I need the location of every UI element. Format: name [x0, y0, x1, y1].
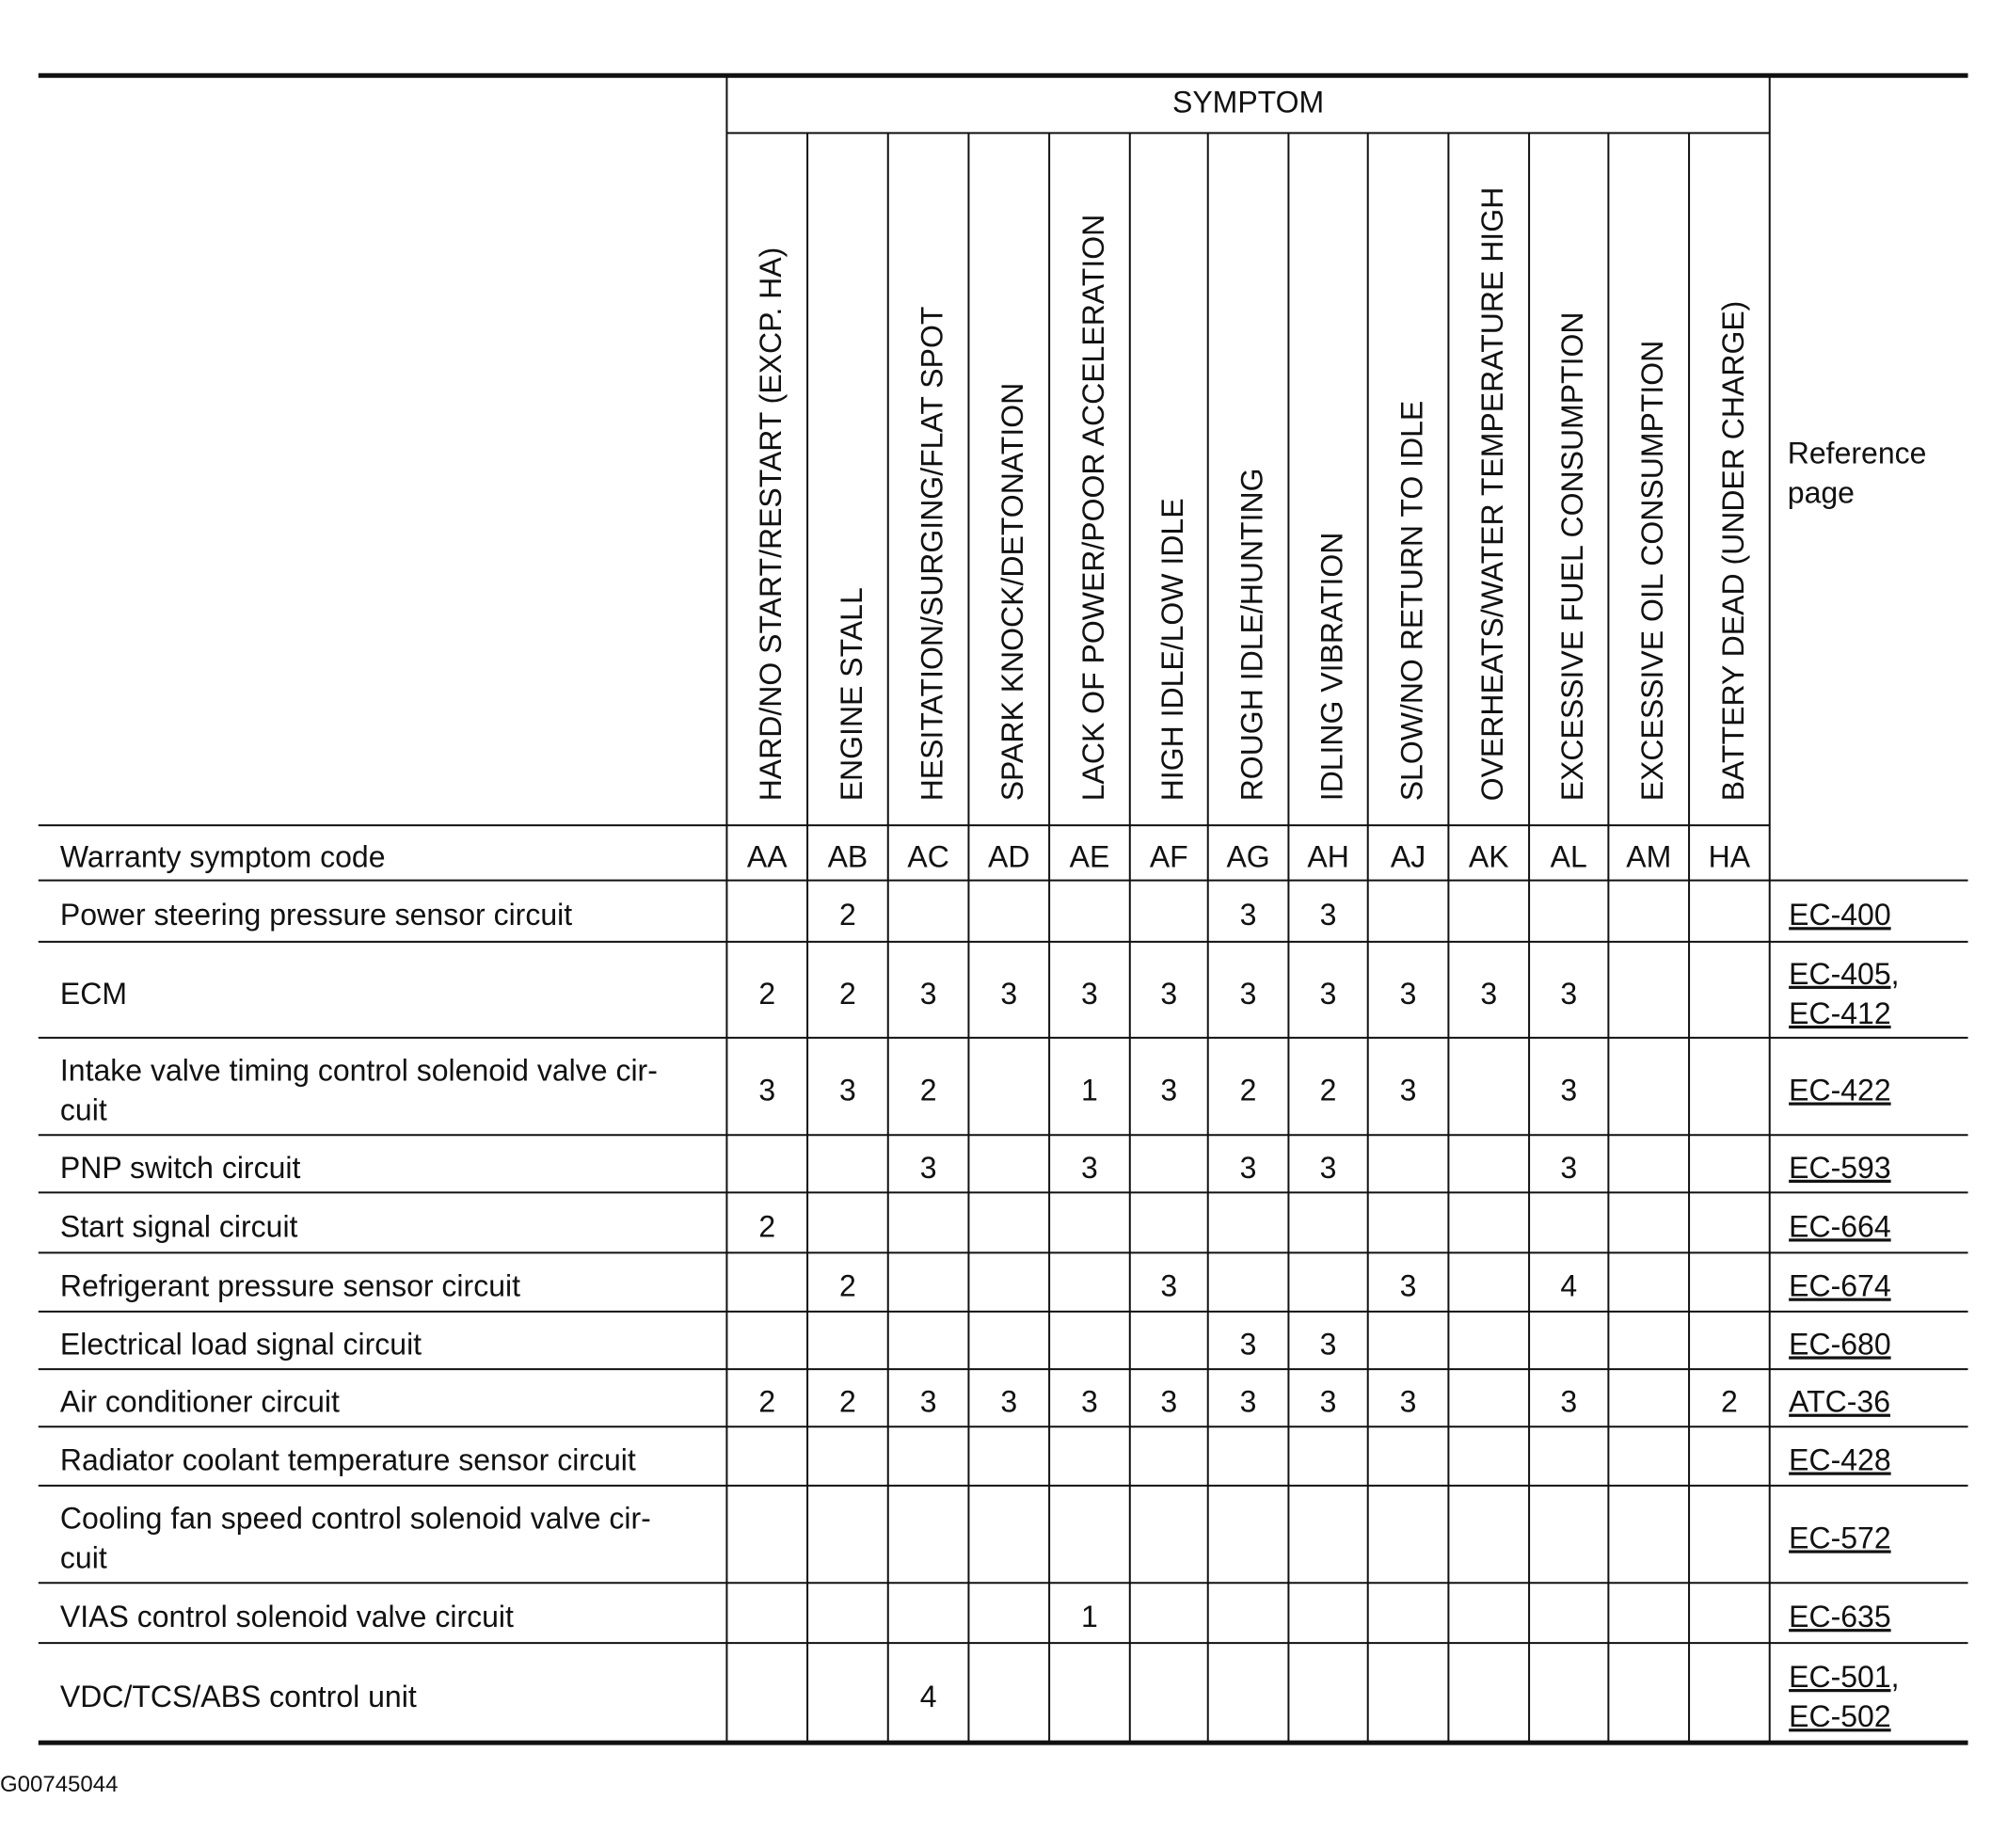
priority-value: 3: [1560, 1150, 1578, 1185]
symptom-name: ENGINE STALL: [834, 587, 868, 802]
priority-value: 3: [758, 1073, 776, 1107]
reference-page-link[interactable]: EC-593: [1789, 1150, 1891, 1185]
reference-page-link[interactable]: ATC-36: [1789, 1384, 1891, 1419]
priority-value: 3: [1399, 1268, 1417, 1303]
priority-value: 3: [1081, 1150, 1098, 1185]
row-label: Power steering pressure sensor circuit: [59, 898, 573, 932]
figure-id: G00745044: [0, 1771, 119, 1797]
reference-page-link[interactable]: EC-674: [1789, 1268, 1891, 1303]
priority-value: 2: [839, 1268, 856, 1303]
symptom-name: SPARK KNOCK/DETONATION: [996, 382, 1030, 802]
priority-value: 3: [1399, 976, 1417, 1011]
symptom-code: AG: [1226, 839, 1270, 874]
priority-value: 3: [1319, 1384, 1337, 1419]
priority-value: 2: [1319, 1073, 1337, 1107]
priority-value: 3: [839, 1073, 856, 1107]
symptom-code: AL: [1550, 839, 1587, 874]
symptom-name: EXCESSIVE FUEL CONSUMPTION: [1555, 311, 1590, 802]
priority-value: 2: [1721, 1384, 1738, 1419]
priority-value: 4: [1560, 1268, 1578, 1303]
symptom-code: AK: [1468, 839, 1509, 874]
priority-value: 3: [1160, 1073, 1178, 1107]
priority-value: 3: [1560, 976, 1578, 1011]
priority-value: 3: [1000, 1384, 1018, 1419]
reference-page-link[interactable]: EC-502: [1789, 1699, 1891, 1734]
priority-value: 2: [758, 1384, 776, 1419]
priority-value: 2: [839, 976, 856, 1011]
priority-value: 3: [1081, 1384, 1098, 1419]
symptom-name: HESITATION/SURGING/FLAT SPOT: [915, 306, 949, 802]
symptom-code: AA: [746, 839, 788, 874]
priority-value: 1: [1081, 1600, 1098, 1634]
priority-value: 3: [919, 1150, 937, 1185]
priority-value: 3: [1319, 1150, 1337, 1185]
row-label: Radiator coolant temperature sensor circuit: [59, 1442, 636, 1477]
priority-value: 2: [839, 1384, 856, 1419]
symptom-name: HARD/NO START/RESTART (EXCP. HA): [754, 247, 788, 802]
priority-value: 3: [1560, 1073, 1578, 1107]
priority-value: 3: [1160, 976, 1178, 1011]
symptom-name: BATTERY DEAD (UNDER CHARGE): [1715, 300, 1750, 802]
priority-value: 3: [1239, 898, 1257, 932]
symptom-name: EXCESSIVE OIL CONSUMPTION: [1635, 340, 1670, 802]
symptom-name: SLOW/NO RETURN TO IDLE: [1394, 400, 1429, 802]
row-label: Intake valve timing control solenoid valve cir-: [59, 1053, 658, 1088]
priority-value: 2: [1239, 1073, 1257, 1107]
priority-value: 3: [1399, 1073, 1417, 1107]
priority-value: 3: [1319, 976, 1337, 1011]
reference-page-header: Reference page: [1787, 436, 1927, 510]
row-label: VIAS control solenoid valve circuit: [59, 1600, 514, 1634]
priority-value: 3: [1239, 976, 1257, 1011]
symptom-name: LACK OF POWER/POOR ACCELERATION: [1075, 214, 1110, 802]
symptom-code: AM: [1626, 839, 1672, 874]
priority-value: 3: [1399, 1384, 1417, 1419]
priority-value: 3: [1480, 976, 1498, 1011]
symptom-code: AC: [907, 839, 949, 874]
symptom-name: ROUGH IDLE/HUNTING: [1234, 468, 1269, 802]
symptom-name: IDLING VIBRATION: [1314, 532, 1349, 802]
priority-value: 4: [919, 1680, 937, 1714]
priority-value: 3: [1160, 1384, 1178, 1419]
reference-page-link[interactable]: EC-680: [1789, 1327, 1891, 1362]
priority-value: 3: [919, 976, 937, 1011]
priority-value: 3: [1239, 1327, 1257, 1362]
priority-value: 2: [758, 976, 776, 1011]
row-label: Air conditioner circuit: [59, 1384, 340, 1419]
row-label: Cooling fan speed control solenoid valve cir-: [59, 1501, 651, 1536]
reference-page-link[interactable]: EC-635: [1789, 1600, 1891, 1634]
symptom-code: HA: [1708, 839, 1751, 874]
row-label: Electrical load signal circuit: [59, 1327, 422, 1362]
priority-value: 2: [919, 1073, 937, 1107]
symptom-code: AJ: [1390, 839, 1426, 874]
priority-value: 3: [1160, 1268, 1178, 1303]
reference-page-link[interactable]: EC-405,: [1789, 956, 1900, 991]
symptom-code: AB: [827, 839, 868, 874]
symptom-code: AD: [988, 839, 1030, 874]
reference-page-link[interactable]: EC-428: [1789, 1442, 1891, 1477]
symptom-code: AE: [1069, 839, 1110, 874]
symptom-name: OVERHEATS/WATER TEMPERATURE HIGH: [1475, 186, 1510, 802]
reference-page-link[interactable]: EC-664: [1789, 1209, 1891, 1244]
row-label: cuit: [59, 1540, 107, 1575]
row-label: Start signal circuit: [59, 1209, 298, 1244]
symptom-name: HIGH IDLE/LOW IDLE: [1155, 498, 1190, 802]
row-label: PNP switch circuit: [59, 1150, 301, 1185]
priority-value: 2: [758, 1209, 776, 1244]
priority-value: 3: [1239, 1150, 1257, 1185]
priority-value: 2: [839, 898, 856, 932]
symptom-title: SYMPTOM: [1171, 85, 1325, 119]
reference-page-link[interactable]: EC-572: [1789, 1521, 1891, 1555]
symptom-code: AH: [1307, 839, 1349, 874]
priority-value: 1: [1081, 1073, 1098, 1107]
priority-value: 3: [919, 1384, 937, 1419]
symptom-code: AF: [1149, 839, 1188, 874]
row-label: VDC/TCS/ABS control unit: [59, 1680, 417, 1714]
priority-value: 3: [1560, 1384, 1578, 1419]
row-label: Refrigerant pressure sensor circuit: [59, 1268, 520, 1303]
row-label: cuit: [59, 1092, 107, 1127]
reference-page-link[interactable]: EC-422: [1789, 1073, 1891, 1107]
reference-page-link[interactable]: EC-412: [1789, 996, 1891, 1030]
reference-page-link[interactable]: EC-400: [1789, 898, 1891, 932]
priority-value: 3: [1081, 976, 1098, 1011]
reference-page-link[interactable]: EC-501,: [1789, 1660, 1900, 1695]
priority-value: 3: [1319, 1327, 1337, 1362]
priority-value: 3: [1239, 1384, 1257, 1419]
priority-value: 3: [1319, 898, 1337, 932]
row-label: ECM: [59, 976, 128, 1011]
warranty-symptom-code-label: Warranty symptom code: [59, 839, 386, 874]
priority-value: 3: [1000, 976, 1018, 1011]
